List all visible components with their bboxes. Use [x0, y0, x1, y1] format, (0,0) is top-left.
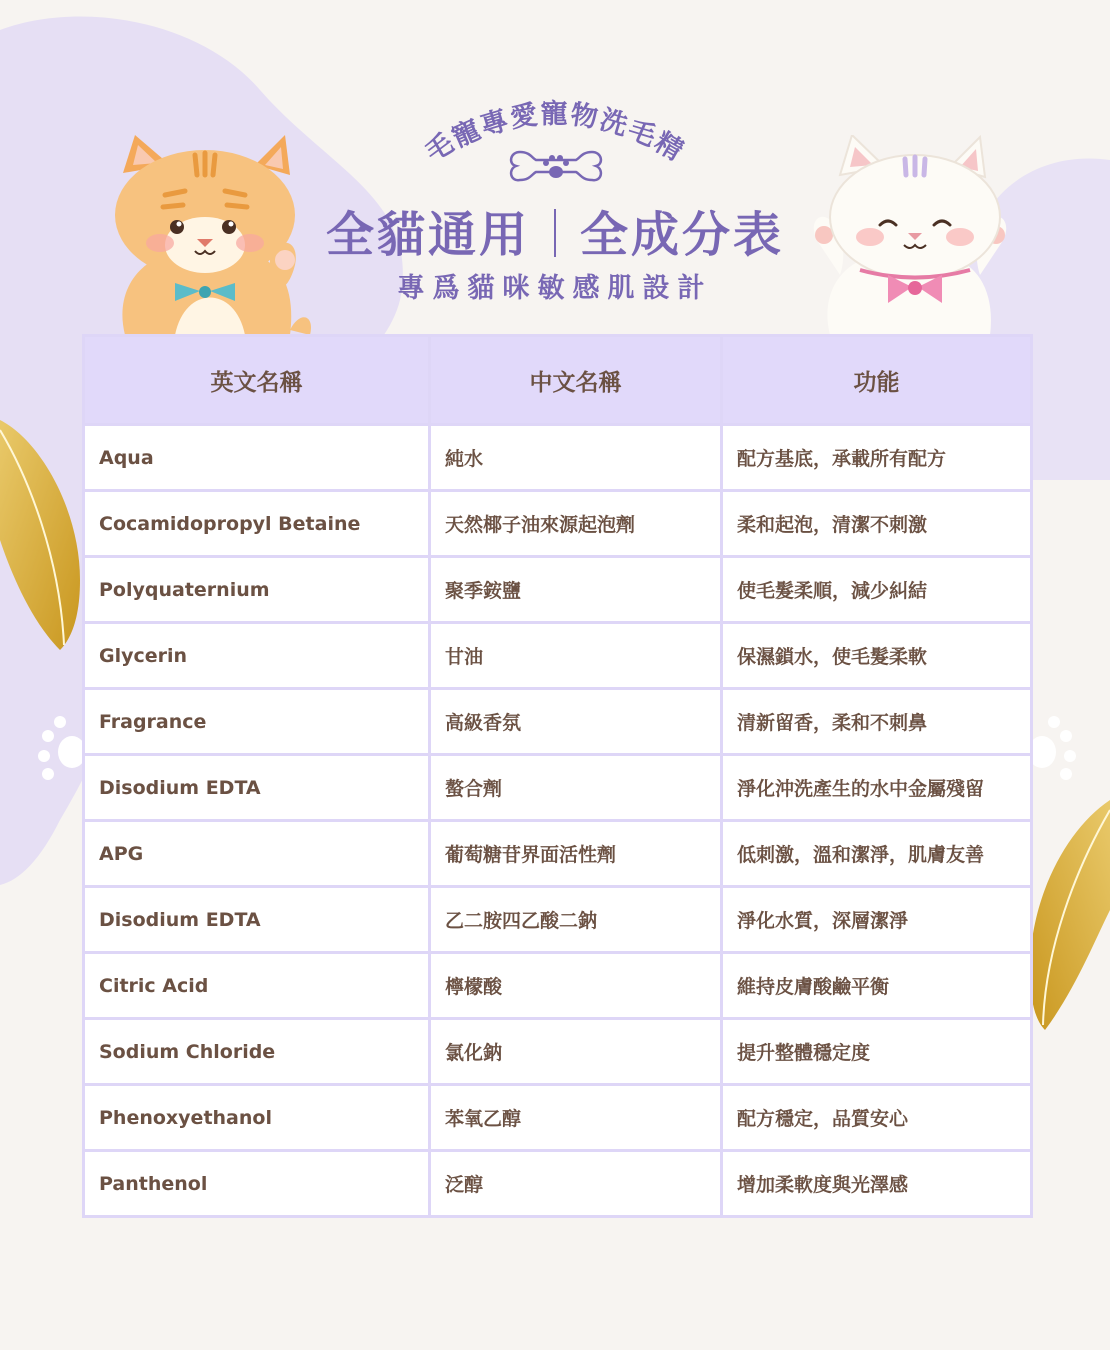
- function-cell: 配方穩定，品質安心: [722, 1085, 1032, 1151]
- function-cell: 增加柔軟度與光澤感: [722, 1151, 1032, 1217]
- ingredients-table: [82, 334, 1033, 1218]
- table-row: [84, 689, 1032, 755]
- chinese-name-cell: 聚季銨鹽: [430, 557, 722, 623]
- gold-feather-icon: [1025, 800, 1110, 1030]
- chinese-name-cell: 螯合劑: [430, 755, 722, 821]
- table-row: [84, 887, 1032, 953]
- chinese-name-cell: 純水: [430, 425, 722, 491]
- english-name-cell: Disodium EDTA: [84, 755, 430, 821]
- table-row: [84, 623, 1032, 689]
- table-row: [84, 1085, 1032, 1151]
- english-name-cell: Disodium EDTA: [84, 887, 430, 953]
- column-header-function: 功能: [722, 336, 1032, 425]
- white-cat-illustration: [800, 135, 1020, 335]
- chinese-name-cell: 高級香氛: [430, 689, 722, 755]
- table-row: [84, 953, 1032, 1019]
- english-name-cell: Phenoxyethanol: [84, 1085, 430, 1151]
- english-name-cell: Citric Acid: [84, 953, 430, 1019]
- table-row: [84, 491, 1032, 557]
- chinese-name-cell: 泛醇: [430, 1151, 722, 1217]
- function-cell: 提升整體穩定度: [722, 1019, 1032, 1085]
- chinese-name-cell: 乙二胺四乙酸二鈉: [430, 887, 722, 953]
- page-subtitle: 專爲貓咪敏感肌設計: [397, 273, 713, 304]
- table-row: [84, 557, 1032, 623]
- function-cell: 低刺激，溫和潔淨，肌膚友善: [722, 821, 1032, 887]
- chinese-name-cell: 天然椰子油來源起泡劑: [430, 491, 722, 557]
- paw-badge-icon: [506, 142, 606, 190]
- table-row: [84, 1151, 1032, 1217]
- chinese-name-cell: 檸檬酸: [430, 953, 722, 1019]
- english-name-cell: Sodium Chloride: [84, 1019, 430, 1085]
- english-name-cell: Fragrance: [84, 689, 430, 755]
- english-name-cell: Polyquaternium: [84, 557, 430, 623]
- table-row: [84, 1019, 1032, 1085]
- gold-feather-icon: [0, 420, 90, 650]
- orange-tabby-cat-illustration: [105, 135, 320, 335]
- function-cell: 配方基底，承載所有配方: [722, 425, 1032, 491]
- function-cell: 柔和起泡，清潔不刺激: [722, 491, 1032, 557]
- chinese-name-cell: 氯化鈉: [430, 1019, 722, 1085]
- english-name-cell: Cocamidopropyl Betaine: [84, 491, 430, 557]
- title-right: 全成分表: [580, 207, 785, 263]
- function-cell: 維持皮膚酸鹼平衡: [722, 953, 1032, 1019]
- english-name-cell: Panthenol: [84, 1151, 430, 1217]
- function-cell: 淨化沖洗產生的水中金屬殘留: [722, 755, 1032, 821]
- chinese-name-cell: 葡萄糖苷界面活性劑: [430, 821, 722, 887]
- english-name-cell: Glycerin: [84, 623, 430, 689]
- function-cell: 保濕鎖水，使毛髮柔軟: [722, 623, 1032, 689]
- chinese-name-cell: 苯氧乙醇: [430, 1085, 722, 1151]
- paw-print-icon: [1030, 708, 1080, 788]
- paw-print-icon: [34, 708, 84, 788]
- table-header-row: [84, 336, 1032, 425]
- column-header-chinese-name: 中文名稱: [430, 336, 722, 425]
- function-cell: 使毛髮柔順，減少糾結: [722, 557, 1032, 623]
- english-name-cell: Aqua: [84, 425, 430, 491]
- function-cell: 淨化水質，深層潔淨: [722, 887, 1032, 953]
- table-row: [84, 755, 1032, 821]
- english-name-cell: APG: [84, 821, 430, 887]
- function-cell: 清新留香，柔和不刺鼻: [722, 689, 1032, 755]
- column-header-english-name: 英文名稱: [84, 336, 430, 425]
- table-row: [84, 425, 1032, 491]
- title-left: 全貓通用: [325, 207, 530, 263]
- table-row: [84, 821, 1032, 887]
- title-divider: [554, 209, 556, 257]
- chinese-name-cell: 甘油: [430, 623, 722, 689]
- brand-name: 毛寵專愛寵物洗毛精: [420, 99, 690, 169]
